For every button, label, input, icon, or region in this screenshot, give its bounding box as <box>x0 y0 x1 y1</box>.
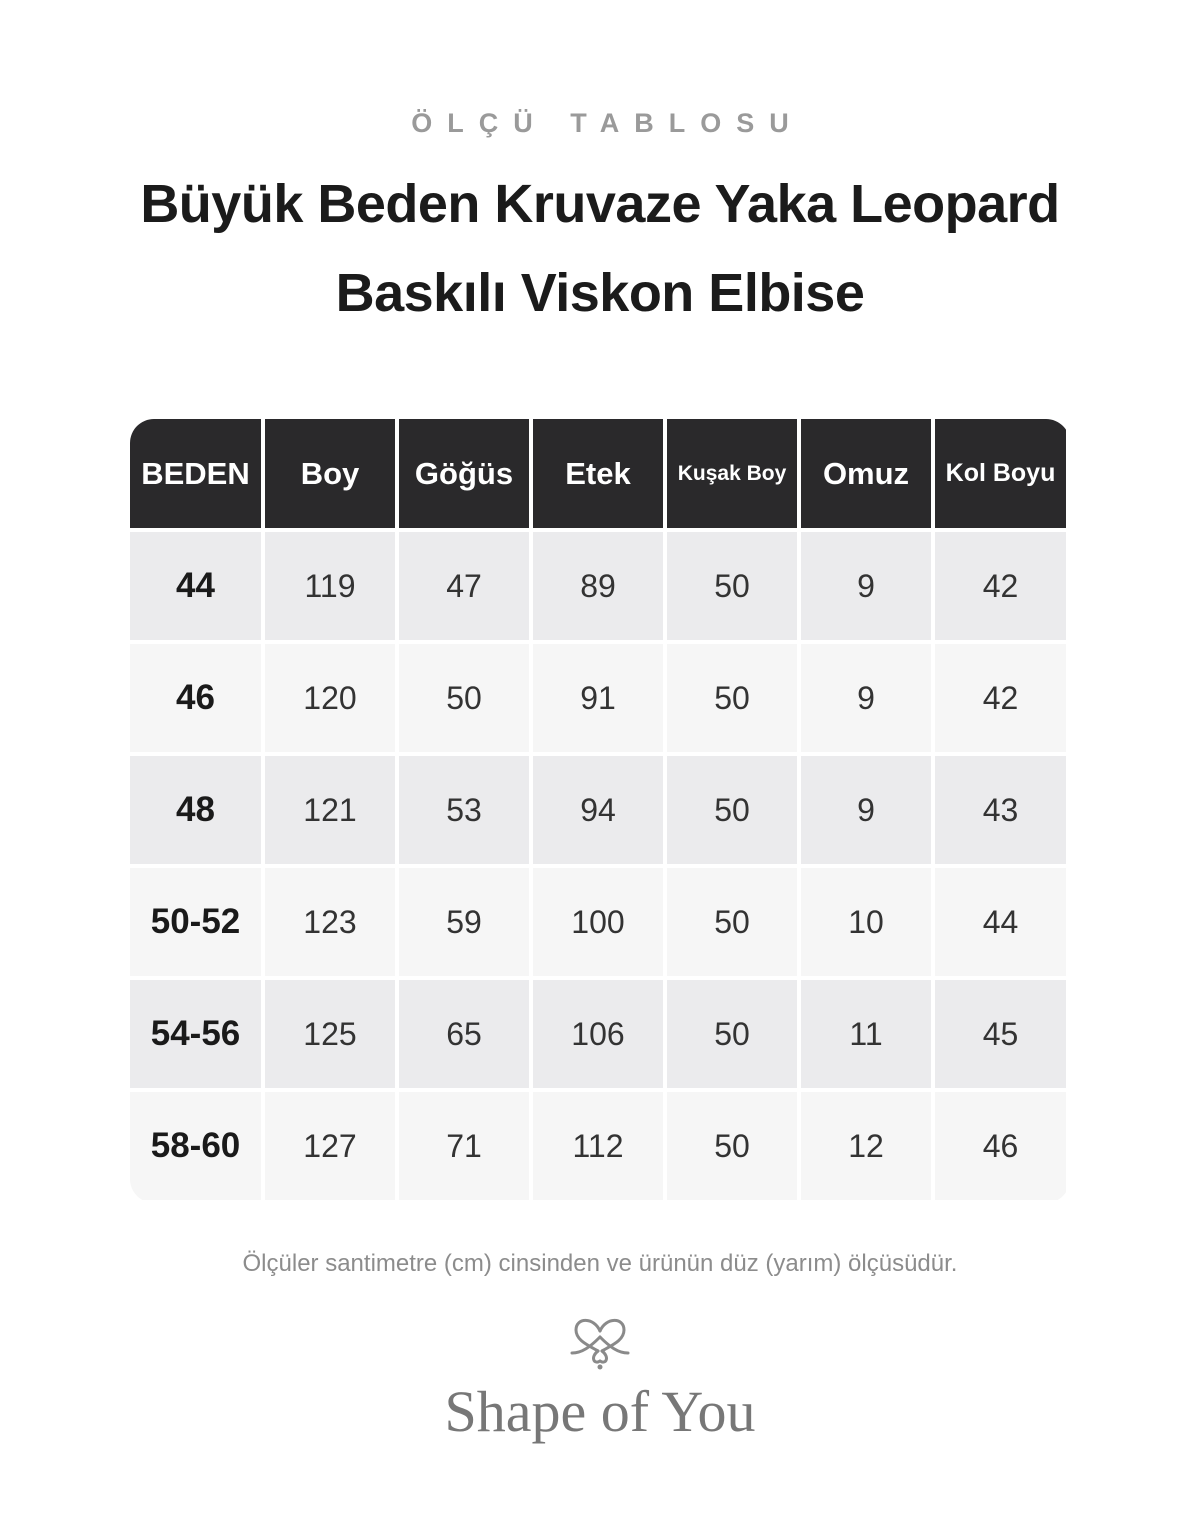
table-cell: 42 <box>935 644 1066 752</box>
table-cell-size: 54-56 <box>130 980 261 1088</box>
table-cell: 65 <box>399 980 529 1088</box>
table-cell: 121 <box>265 756 395 864</box>
column-header-kusak-boy: Kuşak Boy <box>667 419 797 528</box>
measurement-note: Ölçüler santimetre (cm) cinsinden ve ürünün düz (yarım) ölçüsüdür. <box>242 1250 958 1277</box>
table-cell-size: 48 <box>130 756 261 864</box>
brand-heart-icon <box>568 1313 632 1371</box>
table-cell: 50 <box>667 756 797 864</box>
table-cell: 59 <box>399 868 529 976</box>
table-cell: 71 <box>399 1092 529 1200</box>
table-cell: 43 <box>935 756 1066 864</box>
table-cell: 120 <box>265 644 395 752</box>
table-cell: 50 <box>399 644 529 752</box>
table-cell: 9 <box>801 532 931 640</box>
table-cell: 50 <box>667 980 797 1088</box>
table-cell: 45 <box>935 980 1066 1088</box>
table-cell: 50 <box>667 644 797 752</box>
table-cell: 10 <box>801 868 931 976</box>
table-cell: 91 <box>533 644 663 752</box>
table-cell-size: 44 <box>130 532 261 640</box>
column-header-beden: BEDEN <box>130 419 261 528</box>
table-cell: 50 <box>667 1092 797 1200</box>
table-cell: 53 <box>399 756 529 864</box>
page-title: Büyük Beden Kruvaze Yaka Leopard Baskılı Viskon Elbise <box>140 174 1060 323</box>
table-cell: 119 <box>265 532 395 640</box>
table-cell-size: 50-52 <box>130 868 261 976</box>
table-cell: 44 <box>935 868 1066 976</box>
column-header-kol-boyu: Kol Boyu <box>935 419 1066 528</box>
table-cell-size: 46 <box>130 644 261 752</box>
table-cell: 50 <box>667 868 797 976</box>
table-cell: 112 <box>533 1092 663 1200</box>
table-cell: 127 <box>265 1092 395 1200</box>
table-cell-size: 58-60 <box>130 1092 261 1200</box>
column-header-boy: Boy <box>265 419 395 528</box>
table-cell: 11 <box>801 980 931 1088</box>
table-cell: 89 <box>533 532 663 640</box>
column-header-omuz: Omuz <box>801 419 931 528</box>
table-cell: 123 <box>265 868 395 976</box>
table-cell: 47 <box>399 532 529 640</box>
size-table <box>130 419 1070 1203</box>
table-cell: 50 <box>667 532 797 640</box>
table-cell: 46 <box>935 1092 1066 1200</box>
table-cell: 9 <box>801 756 931 864</box>
eyebrow-label: ÖLÇÜ TABLOSU <box>411 108 804 138</box>
table-cell: 42 <box>935 532 1066 640</box>
table-cell: 9 <box>801 644 931 752</box>
column-header-gogus: Göğüs <box>399 419 529 528</box>
table-cell: 125 <box>265 980 395 1088</box>
brand-logo-text: Shape of You <box>444 1379 756 1444</box>
table-cell: 100 <box>533 868 663 976</box>
column-header-etek: Etek <box>533 419 663 528</box>
table-cell: 94 <box>533 756 663 864</box>
table-cell: 106 <box>533 980 663 1088</box>
table-cell: 12 <box>801 1092 931 1200</box>
